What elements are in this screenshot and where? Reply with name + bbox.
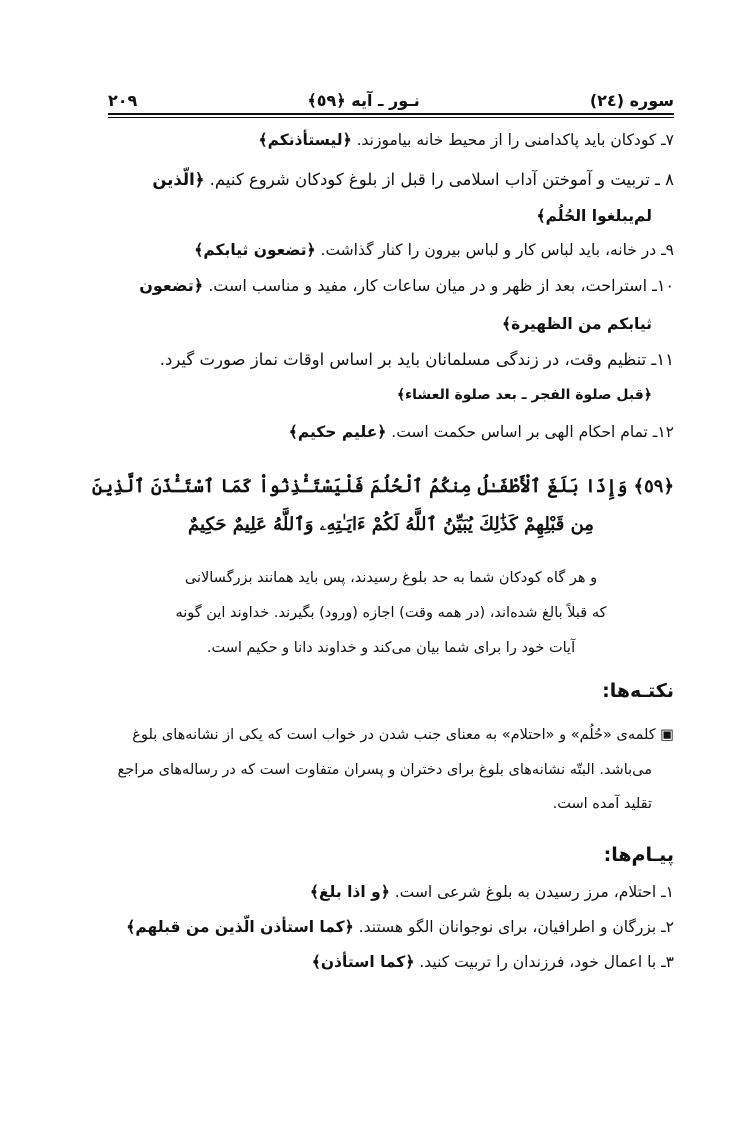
book-page bbox=[92, 84, 674, 971]
notes-heading: نکتـه‌ها: bbox=[602, 680, 674, 702]
point-11: ١١ـ تنظیم وقت، در زندگی مسلمانان باید بر اساس اوقات نماز صورت گیرد. bbox=[159, 350, 674, 369]
bullet-square-icon: ▣ bbox=[660, 727, 674, 743]
point-10-cont: ثیابکم من الظهیرة﴾ bbox=[502, 315, 652, 333]
note-line: می‌باشد. البتّه نشانه‌های بلوغ برای دختران و پسران متفاوت است که در رساله‌های مراجع bbox=[117, 762, 652, 778]
point-9: ٩ـ در خانه، باید لباس کار و لباس بیرون را کنار گذاشت. ﴿تضعون ثیابکم﴾ bbox=[194, 241, 674, 259]
point-10: ١٠ـ استراحت، بعد از ظهر و در میان ساعات کار، مفید و مناسب است. ﴿تضعون bbox=[139, 276, 674, 295]
point-8-cont: لم‌یبلغوا الحُلُم﴾ bbox=[536, 207, 652, 225]
point-8: ٨ ـ تربیت و آموختن آداب اسلامی را قبل از بلوغ کودکان شروع کنیم. ﴿الّذین bbox=[152, 170, 674, 189]
point-7: ٧ـ کودکان باید پاکدامنی را از محیط خانه بیاموزند. ﴿لیستأذنکم﴾ bbox=[258, 131, 674, 149]
point-12: ١٢ـ تمام احکام الهی بر اساس حکمت است. ﴿علیم حکیم﴾ bbox=[288, 423, 674, 441]
running-header bbox=[108, 84, 674, 110]
note-line: تقلید آمده است. bbox=[552, 796, 652, 812]
message-3: ٣ـ با اعمال خود، فرزندان را تربیت کنید. ﴿کما استأذن﴾ bbox=[311, 953, 674, 971]
translation-line: آیات خود را برای شما بیان می‌کند و خداوند دانا و حکیم است. bbox=[206, 640, 576, 656]
page-number: ٢٠٩ bbox=[108, 91, 138, 110]
note-line: ▣ کلمه‌ی «حُلُم» و «احتلام» به معنای جنب شدن در خواب است که یکی از نشانه‌های بلوغ bbox=[132, 727, 674, 743]
verse-line-1: ﴿٥٩﴾ وَإِذَا بَلَغَ ٱلْأَطْفَـٰلُ مِنكُمُ ٱلْحُلُمَ فَلْيَسْتَـْٔذِنُواْ كَمَا ٱسْتَـْٔذَنَ ٱلَّذِينَ bbox=[92, 476, 674, 497]
messages-heading: پیـام‌ها: bbox=[603, 844, 674, 866]
translation-line: و هر گاه کودکان شما به حد بلوغ رسیدند، پس باید همانند بزرگسالانی bbox=[184, 570, 598, 586]
header-rule-thin bbox=[108, 117, 674, 118]
point-11-cont: ﴿قبل صلوة الفجر ـ بعد صلوة العشاء﴾ bbox=[396, 387, 652, 403]
surah-label: سوره (٢٤) bbox=[589, 91, 674, 110]
header-rule bbox=[108, 113, 674, 115]
verse-line-2: مِن قَبْلِهِمْ كَذَٰلِكَ يُبَيِّنُ ٱللَّهُ لَكُمْ ءَايَـٰتِهِۦ وَٱللَّهُ عَلِيمٌ حَكِيمٌ bbox=[188, 514, 594, 535]
header-title: نـور ـ آیه ﴿٥٩﴾ bbox=[307, 91, 420, 110]
translation-line: که قبلاً بالغ شده‌اند، (در همه وقت) اجازه (ورود) بگیرند. خداوند این گونه bbox=[175, 605, 607, 621]
message-1: ١ـ احتلام، مرز رسیدن به بلوغ شرعی است. ﴿و اذا بلغ﴾ bbox=[309, 883, 674, 901]
message-2: ٢ـ بزرگان و اطرافیان، برای نوجوانان الگو هستند. ﴿کما استأذن الّذین من قبلهم﴾ bbox=[126, 918, 674, 936]
